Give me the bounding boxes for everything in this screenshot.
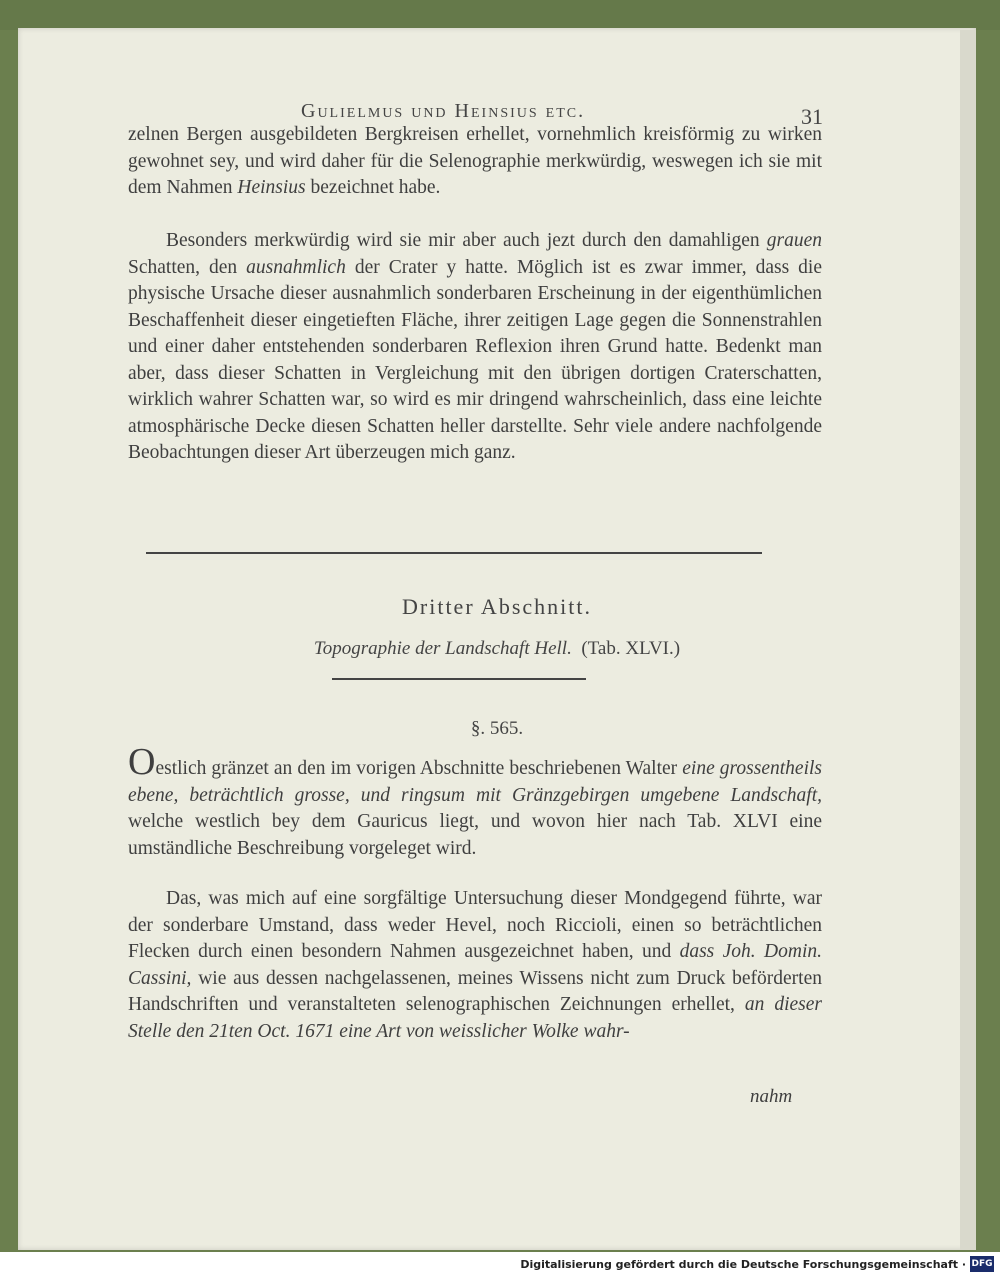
dfg-logo: DFG [970,1256,994,1272]
paragraph-2-italic-1: grauen [766,230,822,251]
footer-credit: Digitalisierung gefördert durch die Deutsche Forschungsgemeinschaft · [520,1258,966,1271]
page-number: 31 [801,104,823,129]
section-subtitle-italic: Topographie der Landschaft Hell. [313,638,572,659]
section-subtitle [18,638,976,660]
drop-cap: O [128,741,156,783]
section-title: Dritter Abschnitt. [402,594,592,619]
section-subtitle-ref: (Tab. XLVI.) [581,638,681,659]
paragraph-1-text: zelnen Bergen ausgebildeten Bergkreisen erhellet, vornehmlich kreisförmig zu wirken gewohnet sey, und wird daher für die Selenographie merkwürdig, weswegen ich sie mit dem Nahmen [128,124,822,198]
running-title: Gulielmus und Heinsius etc. [301,100,586,122]
paragraph-1-end: bezeichnet habe. [305,177,441,198]
subtitle-rule [332,678,586,680]
paragraph-1 [128,122,822,202]
paragraph-3 [128,741,823,862]
paragraph-2-text-b: Schatten, den [128,256,247,278]
paragraph-2-italic-2: ausnahmlich [246,256,346,278]
paragraph-3-text-b: welche westlich bey dem Gauricus liegt, und wovon hier nach Tab. XLVI eine umständliche Beschreibung vorgeleget wird. [128,811,822,859]
paragraph-4-text-b: wie aus dessen nachgelassenen, meines Wissens nicht zum Druck beförderten Handschriften und veranstalteten selenographischen Zeichnungen erhellet, [128,967,822,1015]
scanner-background [0,0,1000,30]
section-divider-rule [146,552,762,554]
paragraph-2-text-c: der Crater y hatte. Möglich ist es zwar immer, dass die physische Ursache dieser ausnahmlich sonderbaren Erscheinung in der eigenthümlichen Beschaffenheit dieser eingetieften Fläche, ihrer zeitigen Lage gegen die Sonnenstrahlen und einer daher entstehenden sonderbaren Reflexion ihren Grund hatte. Bedenkt man aber, dass dieser Schatten in Vergleichung mit den übrigen dortigen Craterschatten, wirklich wahrer Schatten war, so wird es mir dringend wahrscheinlich, dass eine leichte atmosphärische Decke diesen Schatten heller darstellte. Sehr viele andere nachfolgende Beobachtungen dieser Art überzeugen mich ganz. [128,256,822,463]
paragraph-4-italic-1: dass Joh. Domin. Cassini, [128,941,822,989]
paragraph-4 [128,886,822,1045]
paragraph-4-italic-2: an dieser Stelle den 21ten Oct. 1671 eine Art von weisslicher Wolke wahr- [128,994,823,1042]
paragraph-2-text-a: Besonders merkwürdig wird sie mir aber auch jezt durch den damahligen [166,230,767,251]
paragraph-4-text-a: Das, was mich auf eine sorgfältige Untersuchung dieser Mondgegend führte, war der sonderbare Umstand, dass weder Hevel, noch Riccioli, einen so beträchtlichen Flecken durch einen besondern Nahmen ausgezeichnet haben, und [128,888,822,962]
paragraph-1-italic: Heinsius [237,177,306,198]
catchword: nahm [750,1086,793,1107]
paragraph-number: §. 565. [470,718,524,739]
paragraph-3-text-a: estlich gränzet an den im vorigen Abschnitte beschriebenen Walter [155,758,683,779]
book-page [18,28,976,1250]
paragraph-3-italic: eine grossentheils ebene, beträchtlich grosse, und ringsum mit Gränzgebirgen umgebene Landschaft, [128,758,823,806]
page-edge [960,30,976,1250]
paragraph-2 [128,228,822,467]
